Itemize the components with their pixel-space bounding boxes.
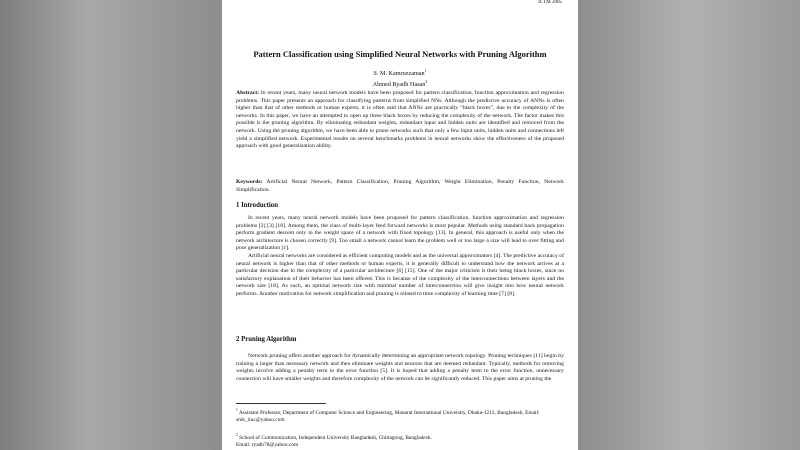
conference-tag: ICTM 2005	[538, 0, 562, 5]
author-name: Ahmed Ryadh Hasan	[372, 81, 426, 89]
section-heading-pruning: 2 Pruning Algorithm	[236, 336, 297, 343]
section-introduction	[236, 215, 564, 299]
footnote-mark: 1	[236, 408, 238, 412]
keywords-label: Keywords:	[236, 179, 263, 185]
paper-title: Pattern Classification using Simplified Neural Networks with Pruning Algorithm	[253, 49, 547, 59]
footnote-mark: 2	[236, 433, 238, 437]
viewer-background-right	[578, 0, 800, 450]
abstract	[236, 90, 564, 151]
keywords	[236, 179, 564, 194]
abstract-text: In recent years, many neural network models have been proposed for pattern classification, function approximation and regression problems. This paper presents an approach for classifying patterns from simplified NNs. Although the predictive accuracy of ANNs is often higher than that of other methods or human experts, it is often said that ANNs are practically “black boxes”, due to the complexity of the networks. In this paper, we have an attempted to open up these black boxes by reducing the complexity of the network. The factor makes this possible is the pruning algorithm. By eliminating redundant weights, redundant input and hidden units are identified and removed from the network. Using the pruning algorithm, we have been able to prune networks such that only a few input units, hidden units and connections left yield a simplified network. Experimental results on several benchmarks problems in neural networks show the effectiveness of the proposed approach with good generalization ability.	[236, 90, 564, 150]
footnote-text: Assistant Professor, Department of Computer Science and Engineering, Manarat International University, Dhaka-1212, Bangladesh, Email: smk_iiuc@yahoo.com	[236, 409, 540, 424]
footnote-1	[236, 407, 564, 425]
author-mark: 1	[424, 68, 427, 73]
footnote-text: School of Communication, Independent University Bangladesh, Chittagong, Bangladesh.	[239, 434, 432, 441]
author-1	[236, 67, 564, 78]
author-2	[236, 78, 564, 89]
author-list	[236, 67, 564, 89]
footnote-divider	[236, 403, 326, 404]
paper-page	[222, 0, 578, 450]
section-heading-introduction: 1 Introduction	[236, 202, 278, 209]
author-name: S. M. Kamruzzaman	[373, 70, 425, 78]
author-mark: 2	[425, 79, 428, 85]
paragraph: Artificial neural networks are considered as efficient computing models and as the universal approximators [4]. The predictive accuracy of neural network is higher than that of other methods or human experts, it is generally difficult to understand how the network arrives at a particular decision due to the complexity of a particular architecture [6] [15]. One of the major criticism is their being black boxes, since no satisfactory explanation of their behavior has been offered. This is because of the complexity of the interconnections between layers and the network size [18]. As such, an optimal network size with minimal number of interconnection will give insight into how neural network performs. Another motivation for network simplification and pruning is related to time complexity of learning time [7] [8].	[236, 252, 564, 297]
abstract-label: Abstract:	[236, 90, 260, 96]
paragraph: In recent years, many neural network models have been proposed for pattern classification, function approximation and regression problems [2] [3] [18]. Among them, the class of multi-layer feed forward networks is most popular. Methods using standard back propagation perform gradient descent only in the weight space of a network with fixed topology [13]. In general, this approach is useful only when the network architecture is chosen correctly [9]. Too small a network cannot learn the problem well or too large a size will lead to over fitting and poor generalization [1].	[236, 215, 564, 252]
section-pruning	[236, 353, 564, 383]
viewer-background-left	[0, 0, 222, 450]
footnote-2	[236, 432, 564, 450]
paragraph: Network pruning offers another approach for dynamically determining an appropriate network topology. Pruning techniques [11] begin by training a larger than necessary network and then eliminate weights and neurons that are deemed redundant. Typically, methods for removing weights involve adding a penalty term to the error function [5]. It is hoped that adding a penalty term to the error function, unnecessary connection will have smaller weights and therefore complexity of the network can be significantly reduced. This paper aims at pruning the	[236, 353, 564, 382]
keywords-text: Artificial Neural Network, Pattern Classification, Pruning Algorithm, Weight Elimination, Penalty Function, Network Simplification.	[236, 179, 565, 193]
footnote-email: Email: ryadh78@yahoo.com	[236, 442, 299, 449]
